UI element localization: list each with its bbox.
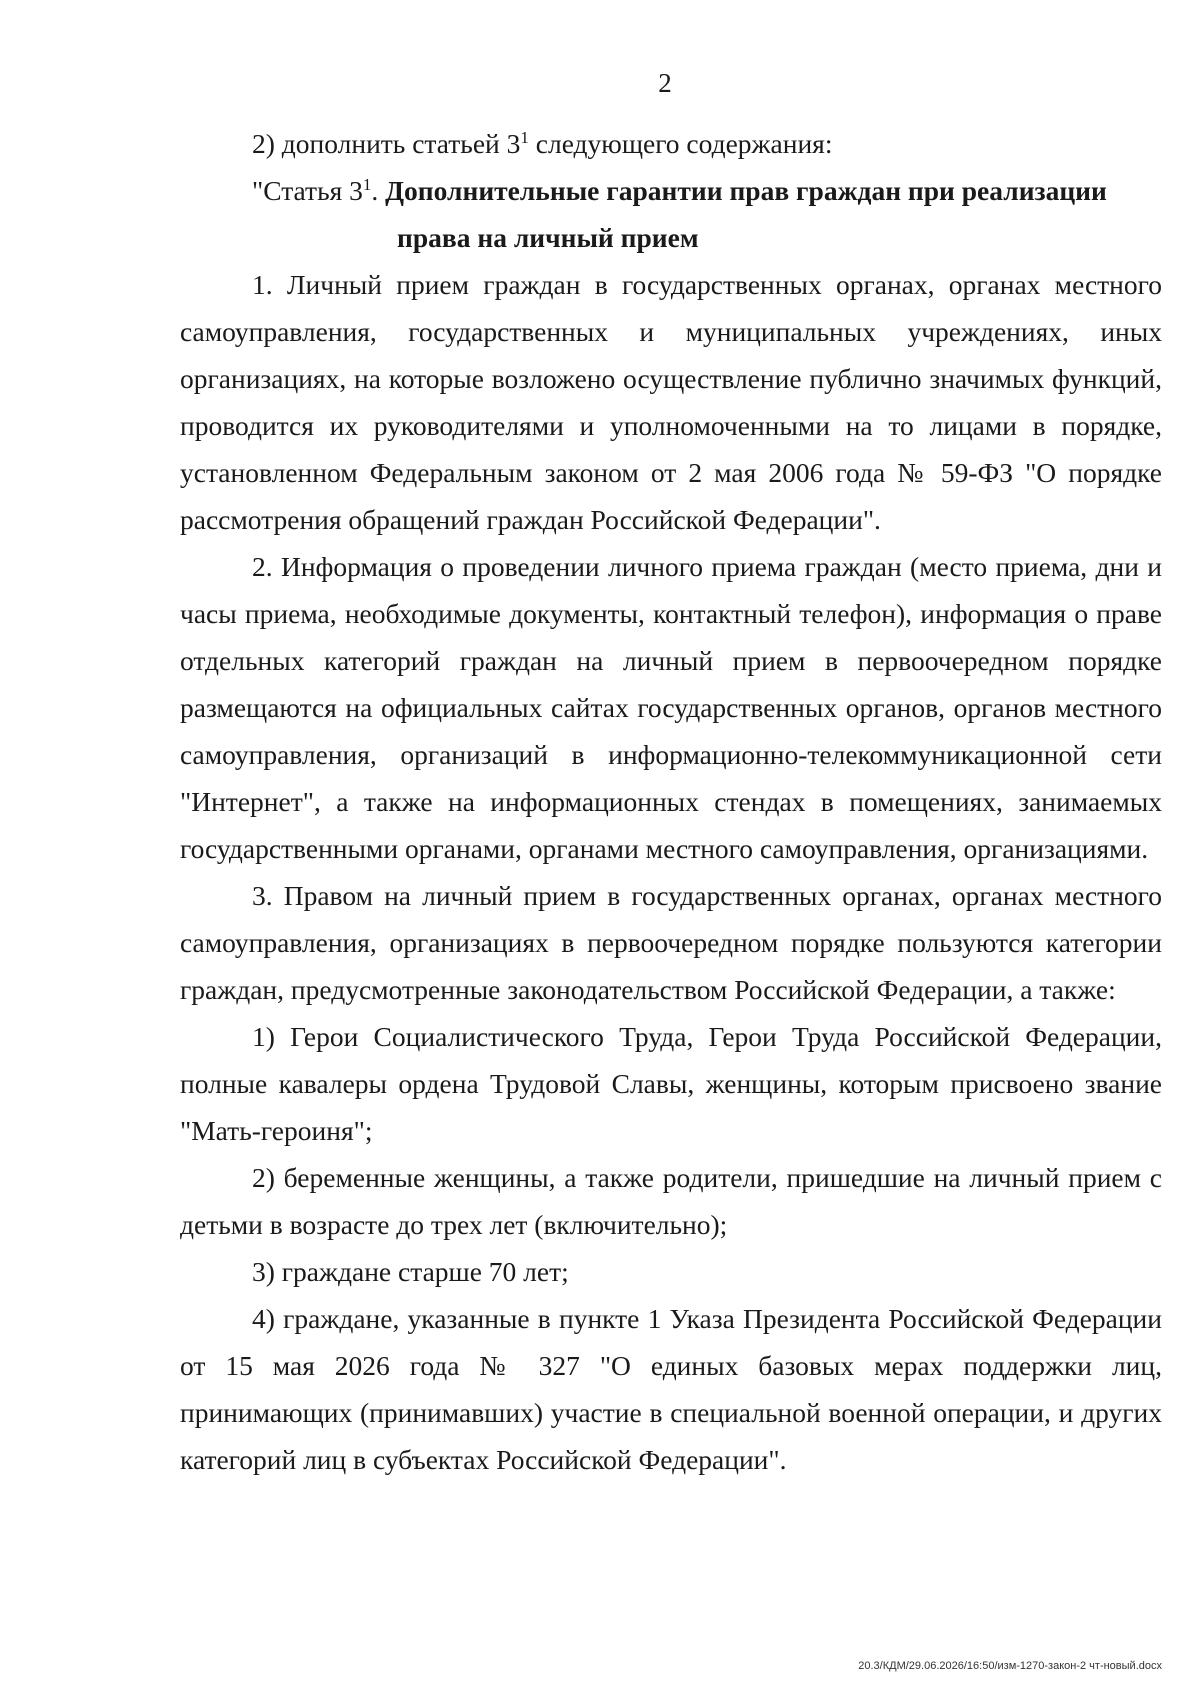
file-path-footer: 20.3/КДМ/29.06.2026/16:50/изм-1270-закон-2 чт-новый.docx [858, 1660, 1162, 1672]
list-item: 1) Герои Социалистического Труда, Герои Труда Российской Федерации, полные кавалеры ордена Трудовой Славы, женщины, которым присвоено звание "Мать-героиня"; [180, 1021, 1162, 1146]
intro-prefix: 2) дополнить статьей 3 [252, 128, 521, 159]
document-body [180, 120, 1162, 1483]
list-item: 2) беременные женщины, а также родители, пришедшие на личный прием с детьми в возрасте до трех лет (включительно); [180, 1162, 1162, 1240]
intro-suffix: следующего содержания: [528, 128, 833, 159]
amendment-intro [180, 120, 1162, 167]
paragraph-2: 2. Информация о проведении личного приема граждан (место приема, дни и часы приема, необходимые документы, контактный телефон), информация о праве отдельных категорий граждан на личный прием в первоочередном порядке размещаются на официальных сайтах государственных органов, органов местного самоуправления, организаций в информационно-телекоммуникационной сети "Интернет", а также на информационных стендах в помещениях, занимаемых государственными органами, органами местного самоуправления, организациями. [180, 551, 1162, 864]
article-label: "Статья 3 [252, 175, 363, 206]
list-item: 4) граждане, указанные в пункте 1 Указа Президента Российской Федерации от 15 мая 2026 года № 327 "О единых базовых мерах поддержки лиц, принимающих (принимавших) участие в специальной военной операции, и других категорий лиц в субъектах Российской Федерации". [180, 1303, 1162, 1475]
intro-sup: 1 [520, 127, 529, 147]
article-title-line1: Дополнительные гарантии прав граждан при реализации [385, 175, 1107, 206]
list-item: 3) граждане старше 70 лет; [252, 1256, 569, 1287]
article-title-line2: права на личный прием [397, 222, 699, 253]
article-heading [180, 167, 1162, 261]
article-label-sup: 1 [362, 174, 372, 194]
paragraph-3: 3. Правом на личный прием в государственных органах, органах местного самоуправления, организациях в первоочередном порядке пользуются категории граждан, предусмотренные законодательством Российской Федерации, а также: [180, 880, 1162, 1005]
article-label-suffix: . [371, 175, 386, 206]
page-number: 2 [658, 68, 672, 98]
paragraph-1: 1. Личный прием граждан в государственных органах, органах местного самоуправления, государственных и муниципальных учреждениях, иных организациях, на которые возложено осуществление публично значимых функций, проводится их руководителями и уполномоченными на то лицами в порядке, установленном Федеральным законом от 2 мая 2006 года № 59-ФЗ "О порядке рассмотрения обращений граждан Российской Федерации". [180, 269, 1162, 535]
